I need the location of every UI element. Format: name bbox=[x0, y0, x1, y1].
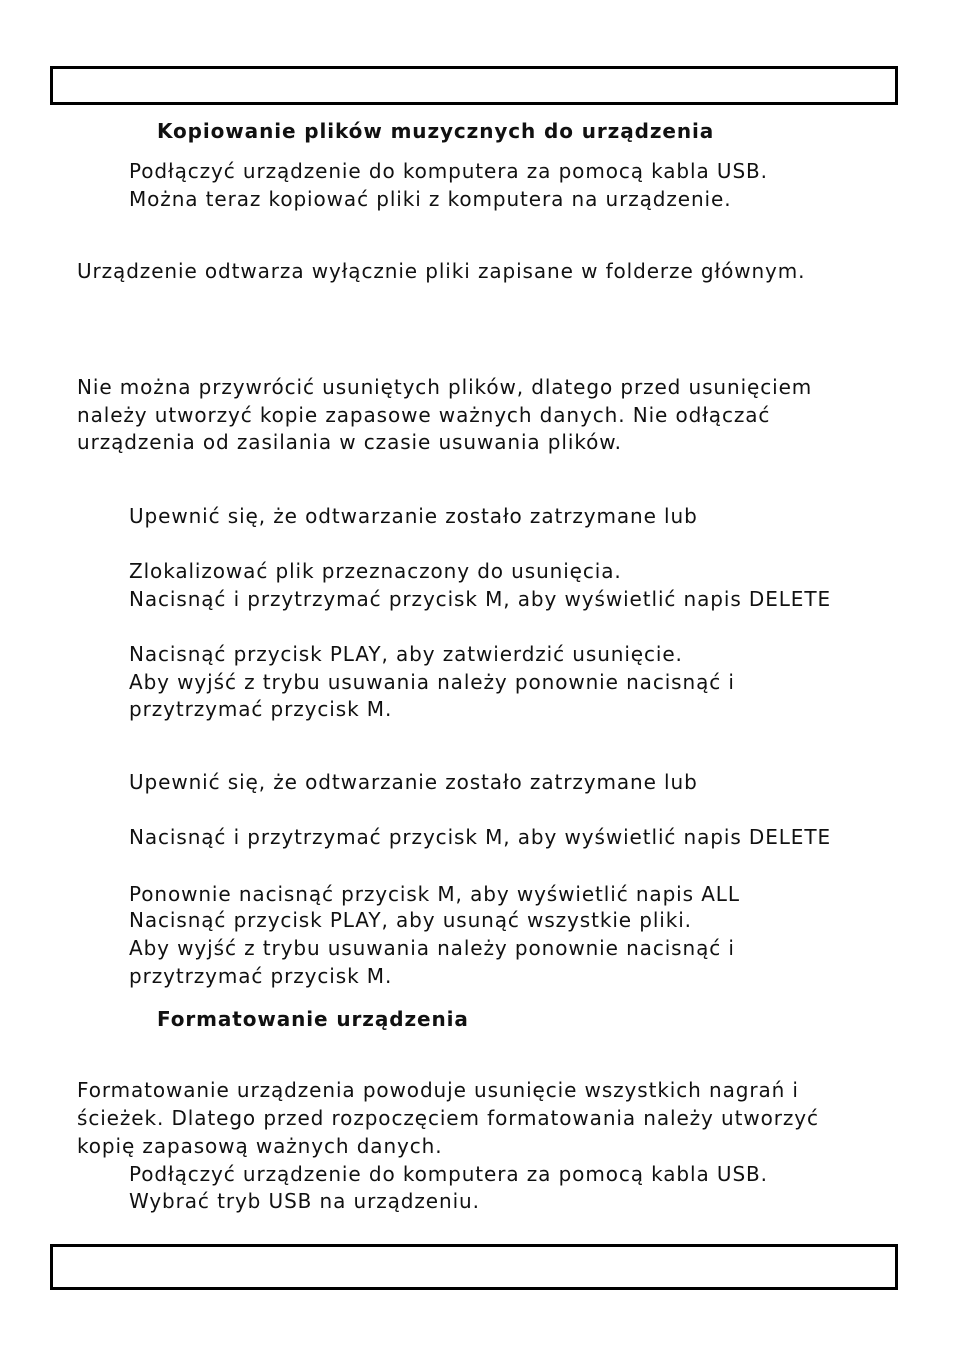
delete-single-step-3: Nacisnąć i przytrzymać przycisk M, aby wyświetlić napis DELETE bbox=[129, 587, 831, 611]
delete-all-step-5-line-2: przytrzymać przycisk M. bbox=[129, 964, 393, 988]
delete-single-step-2: Zlokalizować plik przeznaczony do usunięcia. bbox=[129, 559, 622, 583]
section-heading-copy-files: Kopiowanie plików muzycznych do urządzenia bbox=[157, 119, 715, 143]
delete-single-step-5-line-1: Aby wyjść z trybu usuwania należy ponownie nacisnąć i bbox=[129, 670, 735, 694]
format-step-2: Wybrać tryb USB na urządzeniu. bbox=[129, 1189, 480, 1213]
delete-all-step-1: Upewnić się, że odtwarzanie zostało zatrzymane lub bbox=[129, 770, 698, 794]
root-folder-note: Urządzenie odtwarza wyłącznie pliki zapisane w folderze głównym. bbox=[77, 259, 806, 283]
delete-single-step-4: Nacisnąć przycisk PLAY, aby zatwierdzić usunięcie. bbox=[129, 642, 683, 666]
delete-single-step-5-line-2: przytrzymać przycisk M. bbox=[129, 697, 393, 721]
delete-single-step-1: Upewnić się, że odtwarzanie zostało zatrzymane lub bbox=[129, 504, 698, 528]
delete-warning-line-2: należy utworzyć kopie zapasowe ważnych danych. Nie odłączać bbox=[77, 403, 771, 427]
format-intro-line-1: Formatowanie urządzenia powoduje usunięcie wszystkich nagrań i bbox=[77, 1078, 799, 1102]
page-header-box bbox=[50, 66, 898, 105]
section-heading-format: Formatowanie urządzenia bbox=[157, 1007, 469, 1031]
delete-all-step-5-line-1: Aby wyjść z trybu usuwania należy ponownie nacisnąć i bbox=[129, 936, 735, 960]
delete-all-step-4: Nacisnąć przycisk PLAY, aby usunąć wszystkie pliki. bbox=[129, 908, 692, 932]
format-step-1: Podłączyć urządzenie do komputera za pomocą kabla USB. bbox=[129, 1162, 768, 1186]
copy-step-2: Można teraz kopiować pliki z komputera na urządzenie. bbox=[129, 187, 732, 211]
copy-step-1: Podłączyć urządzenie do komputera za pomocą kabla USB. bbox=[129, 159, 768, 183]
page-footer-box bbox=[50, 1244, 898, 1290]
format-intro-line-3: kopię zapasową ważnych danych. bbox=[77, 1134, 443, 1158]
format-intro-line-2: ścieżek. Dlatego przed rozpoczęciem formatowania należy utworzyć bbox=[77, 1106, 819, 1130]
delete-all-step-3: Ponownie nacisnąć przycisk M, aby wyświetlić napis ALL bbox=[129, 882, 740, 906]
delete-warning-line-3: urządzenia od zasilania w czasie usuwania plików. bbox=[77, 430, 622, 454]
delete-warning-line-1: Nie można przywrócić usuniętych plików, dlatego przed usunięciem bbox=[77, 375, 813, 399]
delete-all-step-2: Nacisnąć i przytrzymać przycisk M, aby wyświetlić napis DELETE bbox=[129, 825, 831, 849]
